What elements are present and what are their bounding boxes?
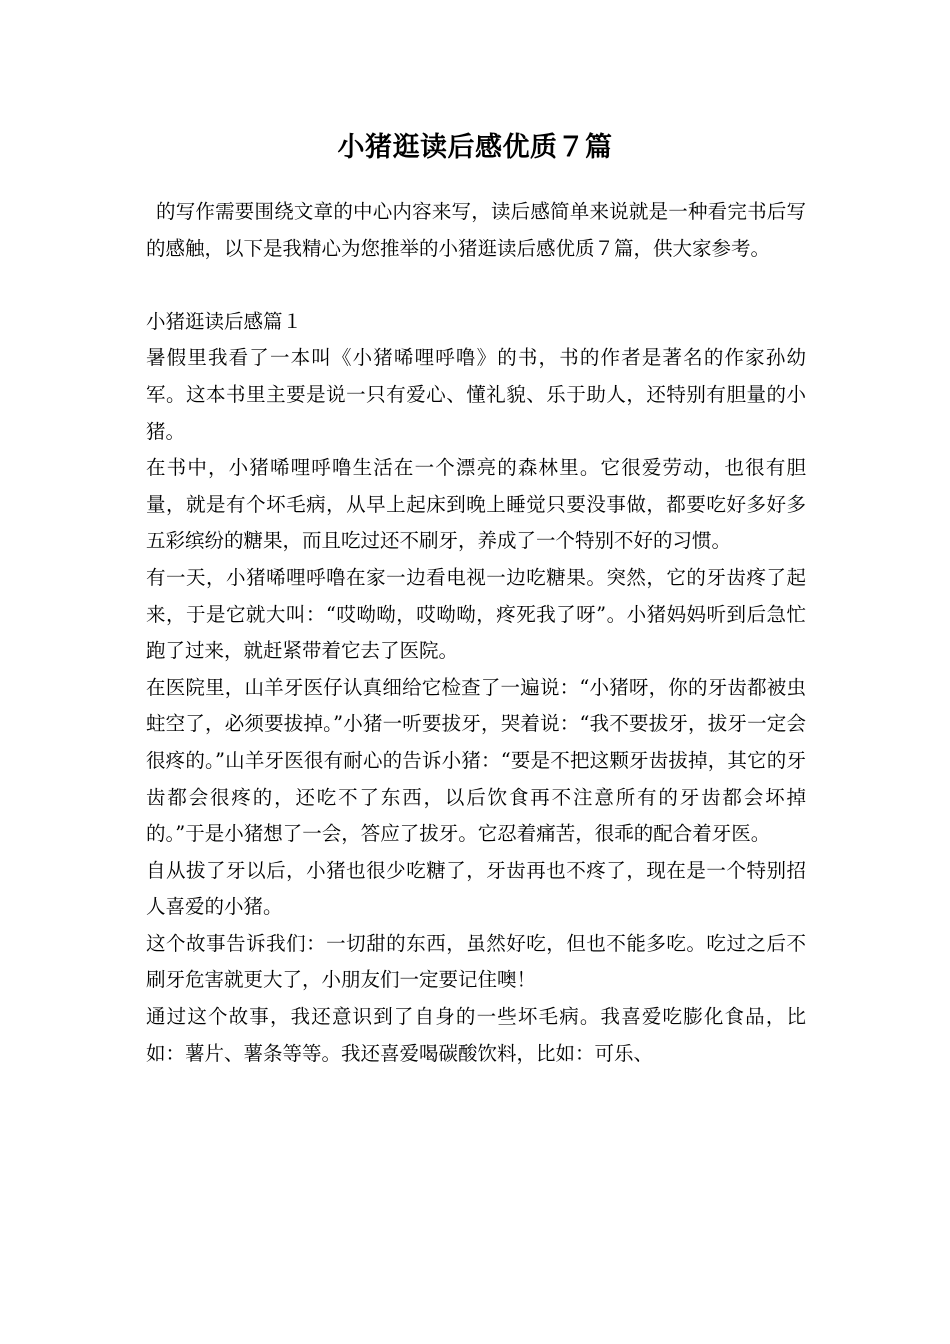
- body-paragraph: 自从拔了牙以后，小猪也很少吃糖了，牙齿再也不疼了，现在是一个特别招人喜爱的小猪。: [146, 858, 806, 919]
- body-paragraph: 暑假里我看了一本叫《小猪唏哩呼噜》的书，书的作者是著名的作家孙幼军。这本书里主要是说一只有爱心、懂礼貌、乐于助人，还特别有胆量的小猪。: [146, 346, 806, 443]
- body-paragraph: 这个故事告诉我们：一切甜的东西，虽然好吃，但也不能多吃。吃过之后不刷牙危害就更大了，小朋友们一定要记住噢！: [146, 931, 806, 992]
- body-paragraph: 在医院里，山羊牙医仔认真细给它检查了一遍说：“小猪呀，你的牙齿都被虫蛀空了，必须要拔掉。”小猪一听要拔牙，哭着说：“我不要拔牙，拔牙一定会很疼的。”山羊牙医很有耐心的告诉小猪：“要是不把这颗牙齿拔掉，其它的牙齿都会很疼的，还吃不了东西，以后饮食再不注意所有的牙齿都会坏掉的。”于是小猪想了一会，答应了拔牙。它忍着痛苦，很乖的配合着牙医。: [146, 675, 806, 846]
- document-body: [146, 194, 806, 1072]
- body-paragraph: 有一天，小猪唏哩呼噜在家一边看电视一边吃糖果。突然，它的牙齿疼了起来，于是它就大叫：“哎呦呦，哎呦呦，疼死我了呀”。小猪妈妈听到后急忙跑了过来，就赶紧带着它去了医院。: [146, 565, 806, 663]
- body-paragraph: 通过这个故事，我还意识到了自身的一些坏毛病。我喜爱吃膨化食品，比如：薯片、薯条等等。我还喜爱喝碳酸饮料，比如：可乐、: [146, 1005, 806, 1065]
- intro-paragraph: 的写作需要围绕文章的中心内容来写，读后感简单来说就是一种看完书后写的感触，以下是我精心为您推举的小猪逛读后感优质７篇，供大家参考。: [146, 200, 806, 260]
- body-paragraph: 在书中，小猪唏哩呼噜生活在一个漂亮的森林里。它很爱劳动，也很有胆量，就是有个坏毛病，从早上起床到晚上睡觉只要没事做，都要吃好多好多五彩缤纷的糖果，而且吃过还不刷牙，养成了一个特别不好的习惯。: [146, 456, 806, 553]
- section-heading: 小猪逛读后感篇１: [146, 309, 303, 333]
- document-title: 小猪逛读后感优质７篇: [337, 132, 613, 163]
